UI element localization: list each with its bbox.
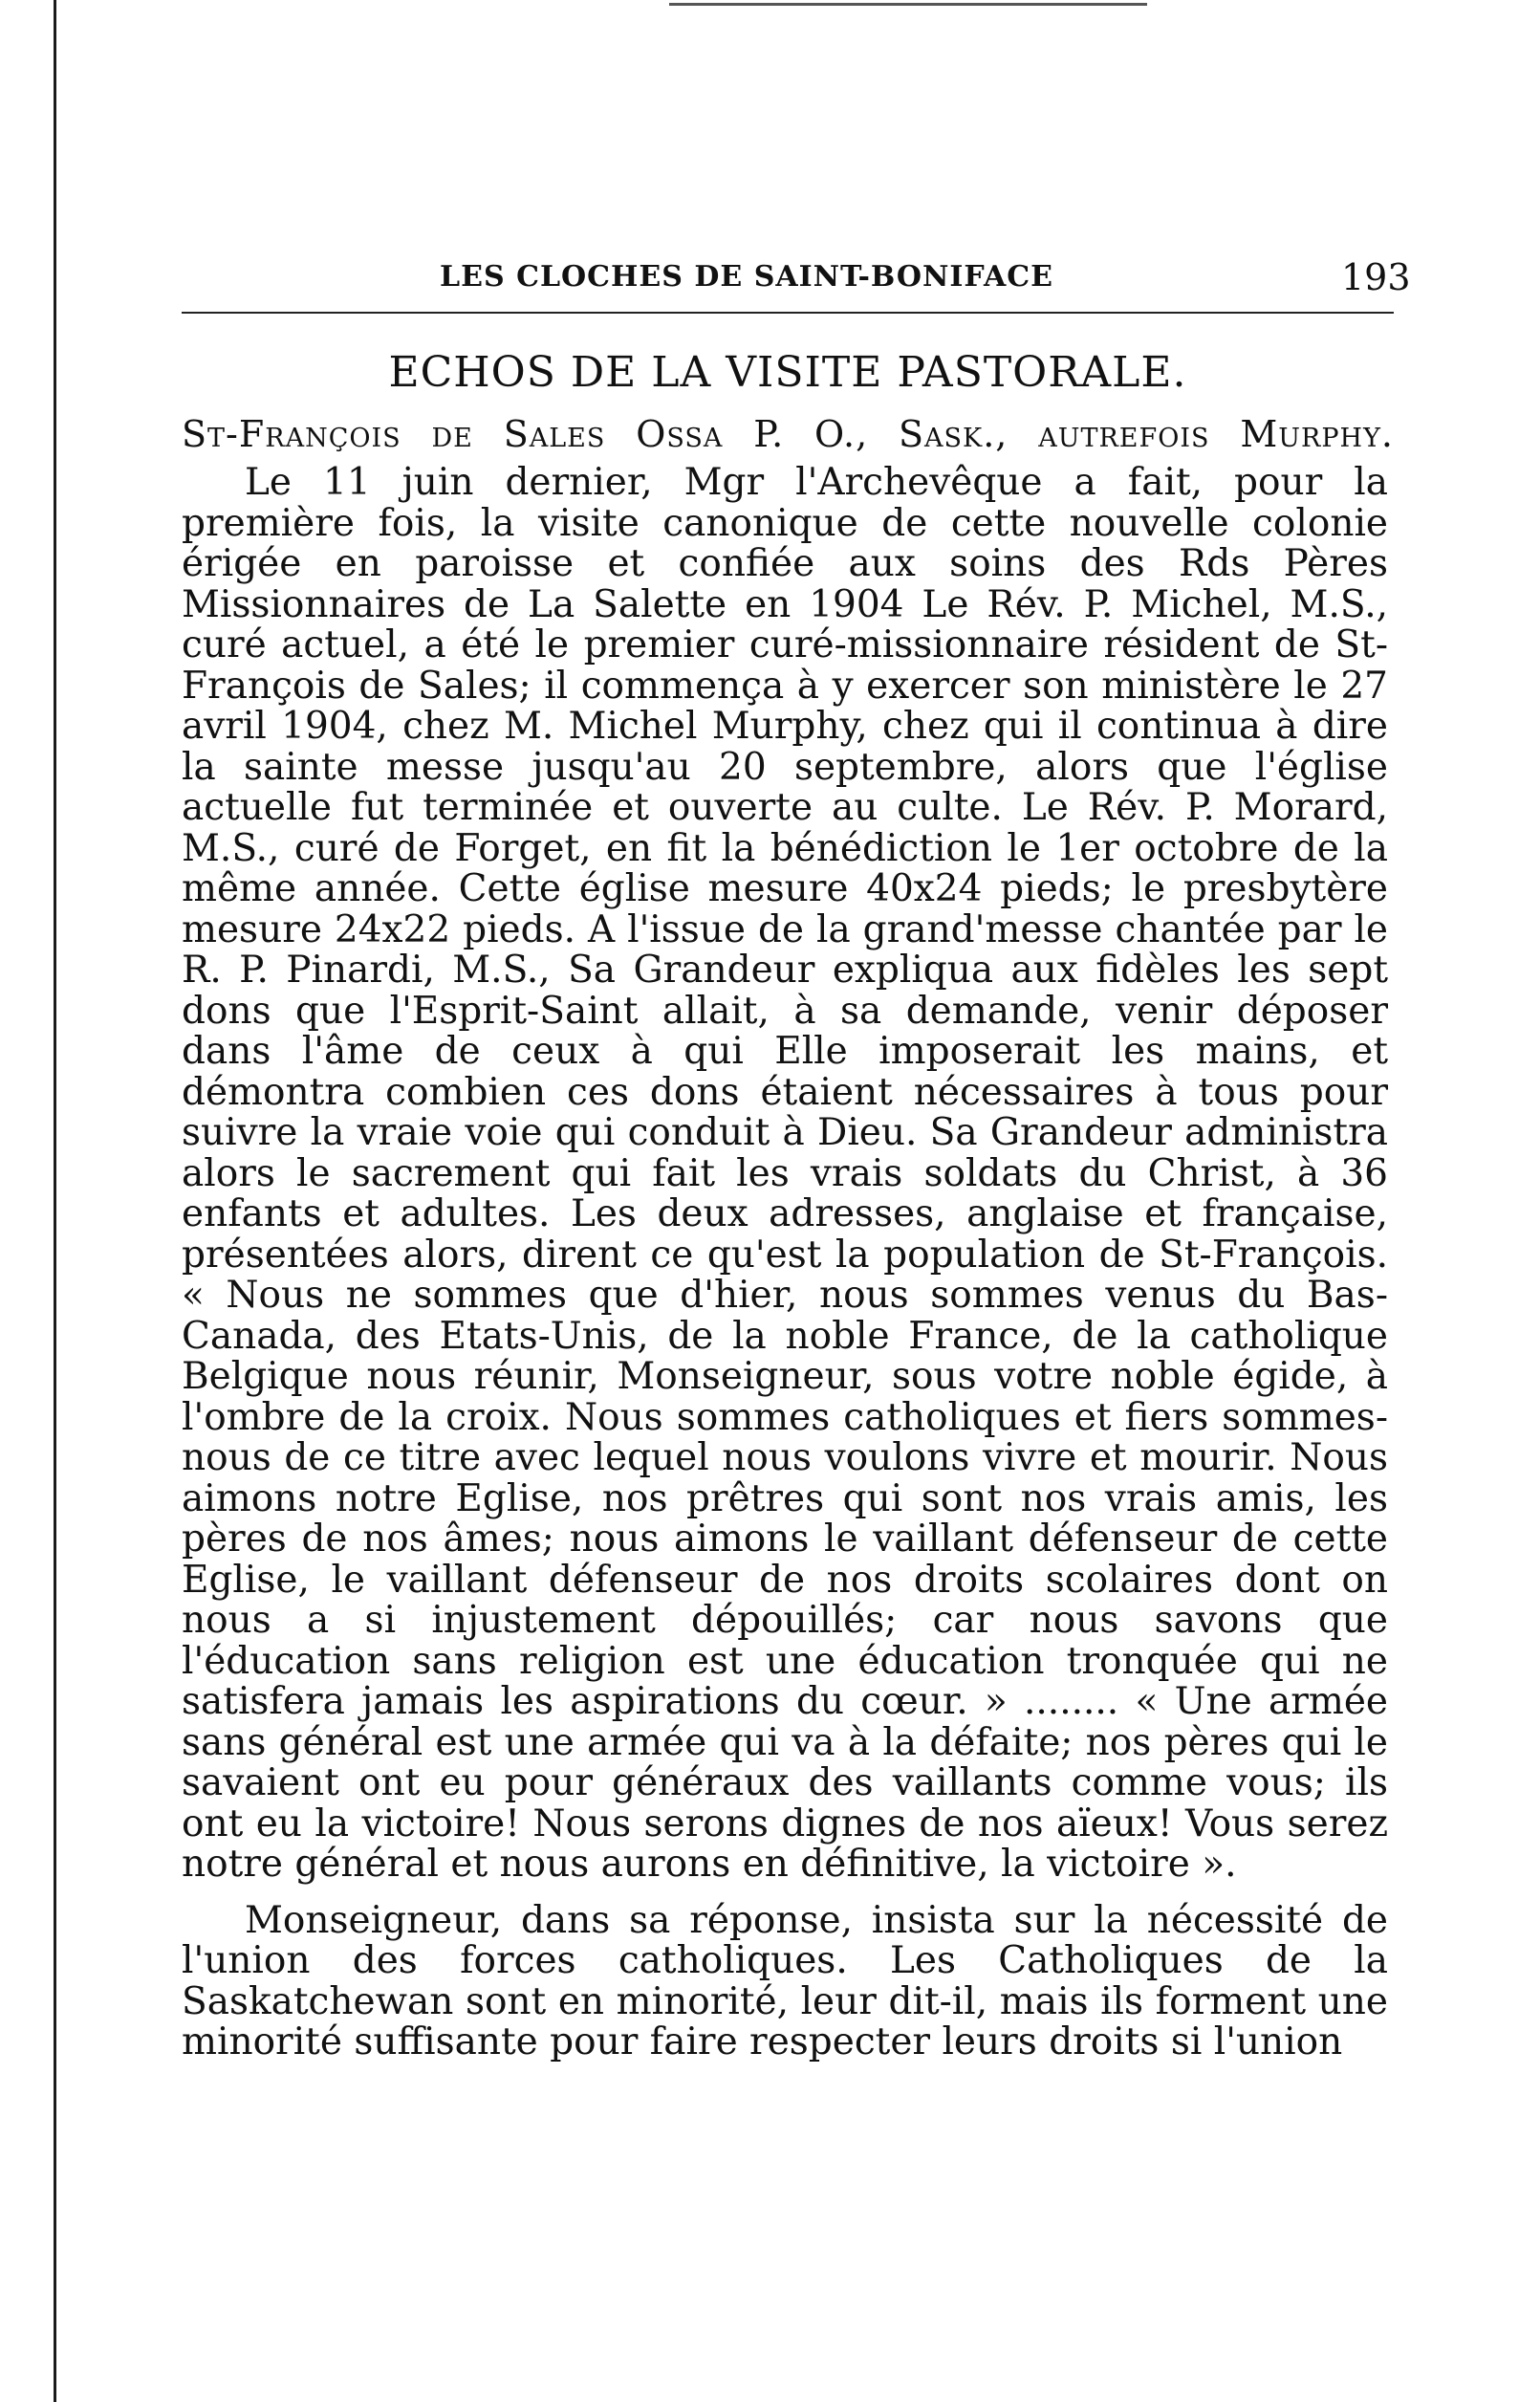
header-rule [182,312,1394,314]
page-number: 193 [1341,256,1411,298]
page-edge-rule [54,0,56,2402]
top-edge-mark [669,3,1147,6]
body-paragraph-1: Le 11 juin dernier, Mgr l'Archevêque a fait, pour la première fois, la visite canonique de cette nouvelle colonie érigée en paroisse et confiée aux soins des Rds Pères Missionnaires de La Salette en 1904 Le Rév. P. Michel, M.S., curé actuel, a été le premier curé-missionnaire résident de St-François de Sales; il commença à y exercer son ministère le 27 avril 1904, chez M. Michel Murphy, chez qui il continua à dire la sainte messe jusqu'au 20 septembre, alors que l'église actuelle fut terminée et ouverte au culte. Le Rév. P. Morard, M.S., curé de Forget, en fit la bénédiction le 1er octobre de la même année. Cette église mesure 40x24 pieds; le presbytère mesure 24x22 pieds. A l'issue de la grand'messe chantée par le R. P. Pinardi, M.S., Sa Grandeur expliqua aux fidèles les sept dons que l'Esprit-Saint allait, à sa demande, venir déposer dans l'âme de ceux à qui Elle imposerait les mains, et démontra combien ces dons étaient nécessaires à tous pour suivre la vraie voie qui conduit à Dieu. Sa Grandeur administra alors le sacrement qui fait les vrais soldats du Christ, à 36 enfants et adultes. Les deux adresses, anglaise et française, présentées alors, dirent ce qu'est la population de St-François. « Nous ne sommes que d'hier, nous sommes venus du Bas-Canada, des Etats-Unis, de la noble France, de la catholique Belgique nous réunir, Monseigneur, sous votre noble égide, à l'ombre de la croix. Nous sommes catholiques et fiers sommes-nous de ce titre avec lequel nous voulons vivre et mourir. Nous aimons notre Eglise, nos prêtres qui sont nos vrais amis, les pères de nos âmes; nous aimons le vaillant défenseur de cette Eglise, le vaillant défenseur de nos droits scolaires dont on nous a si injustement dépouillés; car nous savons que l'éducation sans religion est une éducation tronquée qui ne satisfera jamais les aspirations du cœur. » ........ « Une armée sans général est une armée qui va à la défaite; nos pères qui le savaient ont eu pour généraux des vaillants comme vous; ils ont eu la victoire! Nous serons dignes de nos aïeux! Vous serez notre général et nous aurons en définitive, la victoire ». [182,461,1388,1886]
article-body [182,463,1388,2064]
dateline: St-François de Sales Ossa P. O., Sask., autrefois Murphy. [182,413,1394,455]
article-title: ECHOS DE LA VISITE PASTORALE. [388,348,1187,397]
running-head: LES CLOCHES DE SAINT-BONIFACE [440,260,1053,294]
body-paragraph-2: Monseigneur, dans sa réponse, insista sur la nécessité de l'union des forces catholiques. Les Catholiques de la Saskatchewan sont en minorité, leur dit-il, mais ils forment une minorité suffisante pour faire respecter leurs droits si l'union [182,1898,1388,2064]
